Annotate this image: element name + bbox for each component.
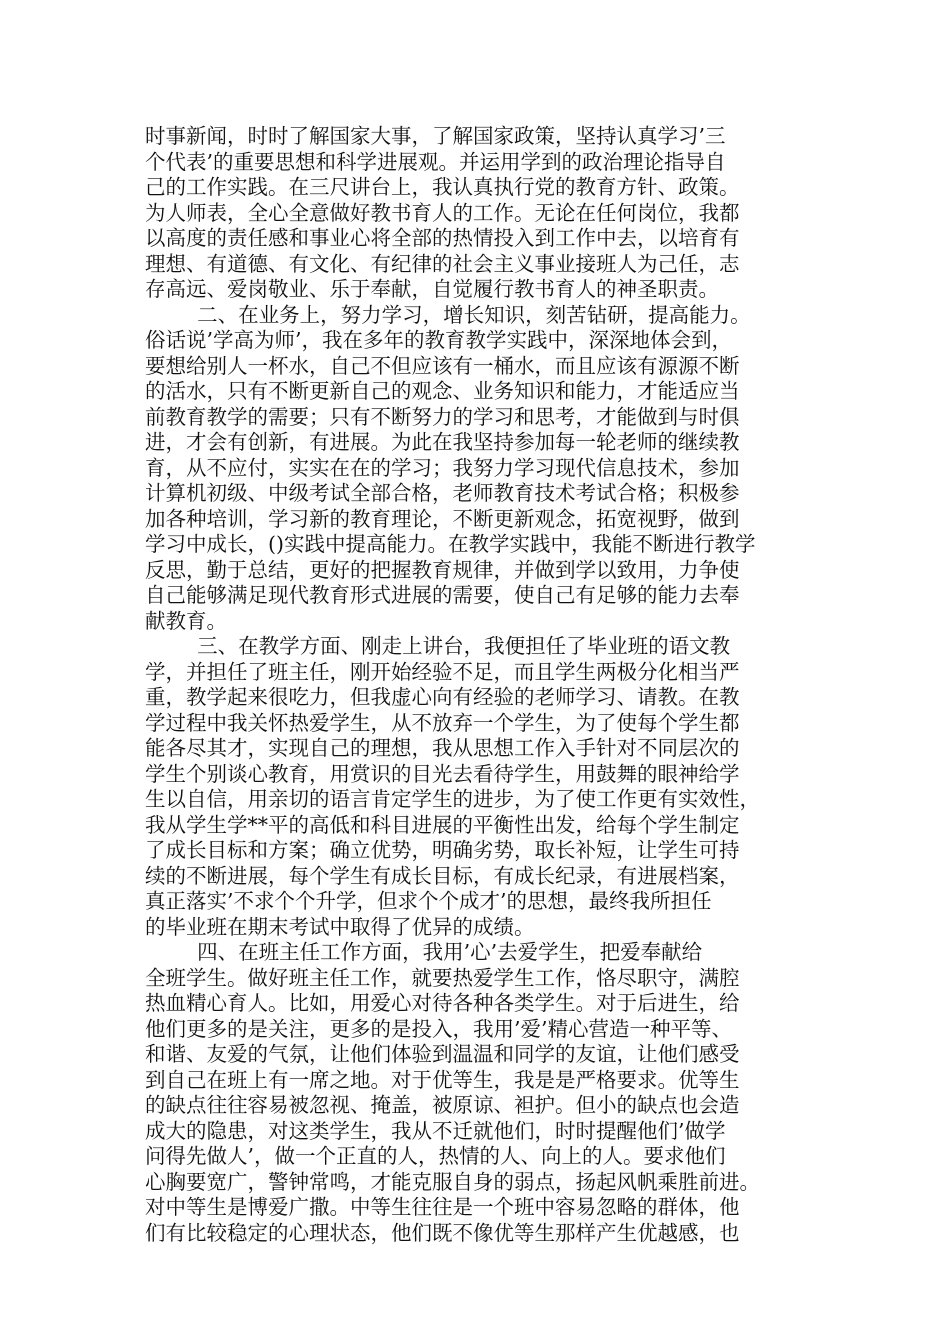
text-line: 他们更多的是关注，更多的是投入，我用’爱’精心营造一种平等、 <box>145 1016 733 1041</box>
text-line: 存高远、爱岗敬业、乐于奉献，自觉履行教书育人的神圣职责。 <box>145 277 719 301</box>
text-line: 俗话说’学高为师’，我在多年的教育教学实践中，深深地体会到， <box>145 328 733 352</box>
text-line: 的缺点往往容易被忽视、掩盖，被原谅、袒护。但小的缺点也会造 <box>145 1093 740 1117</box>
text-line: 重，教学起来很吃力，但我虚心向有经验的老师学习、请教。在教 <box>145 685 740 709</box>
text-line: 献教育。 <box>145 608 227 633</box>
text-line: 以高度的责任感和事业心将全部的热情投入到工作中去，以培育有 <box>145 226 740 250</box>
text-line: 要想给别人一杯水，自己不但应该有一桶水，而且应该有源源不断 <box>145 353 740 378</box>
text-line: 学过程中我关怀热爱学生，从不放弃一个学生，为了使每个学生都 <box>145 710 740 735</box>
text-line: 学，并担任了班主任，刚开始经验不足，而且学生两极分化相当严 <box>145 659 740 684</box>
text-line: 时事新闻，时时了解国家大事，了解国家政策，坚持认真学习’三 <box>145 124 726 148</box>
text-line: 加各种培训，学习新的教育理论，不断更新观念，拓宽视野，做到 <box>145 506 740 531</box>
text-line: 前教育教学的需要；只有不断努力的学习和思考，才能做到与时俱 <box>145 404 740 429</box>
text-line: 理想、有道德、有文化、有纪律的社会主义事业接班人为己任，志 <box>145 251 740 276</box>
text-line: 为人师表，全心全意做好教书育人的工作。无论在任何岗位，我都 <box>145 200 740 225</box>
section-heading-line: 四、在班主任工作方面，我用’心’去爱学生，把爱奉献给 <box>145 940 703 964</box>
text-line: 自己能够满足现代教育形式进展的需要，使自己有足够的能力去奉 <box>145 583 740 607</box>
text-line: 反思，勤于总结，更好的把握教育规律，并做到学以致用，力争使 <box>145 557 740 582</box>
text-line: 生以自信，用亲切的语言肯定学生的进步，为了使工作更有实效性， <box>145 787 760 811</box>
text-line: 续的不断进展，每个学生有成长目标，有成长纪录，有进展档案， <box>145 863 740 888</box>
text-line: 能各尽其才，实现自己的理想，我从思想工作入手针对不同层次的 <box>145 736 740 760</box>
text-line: 和谐、友爱的气氛，让他们体验到温温和同学的友谊，让他们感受 <box>145 1042 740 1066</box>
text-line: 己的工作实践。在三尺讲台上，我认真执行党的教育方针、政策。 <box>145 175 740 199</box>
body-text <box>145 124 815 1246</box>
text-line: 了成长目标和方案；确立优势，明确劣势，取长补短，让学生可持 <box>145 838 740 862</box>
text-line: 学生个别谈心教育，用赏识的目光去看待学生，用鼓舞的眼神给学 <box>145 761 740 786</box>
text-line: 热血精心育人。比如，用爱心对待各种各类学生。对于后进生，给 <box>145 991 740 1015</box>
text-line: 问得先做人’，做一个正直的人，热情的人、向上的人。要求他们 <box>145 1144 726 1168</box>
text-line: 全班学生。做好班主任工作，就要热爱学生工作，恪尽职守，满腔 <box>145 965 740 990</box>
text-line: 心胸要宽广，警钟常鸣，才能克服自身的弱点，扬起风帆乘胜前进。 <box>145 1169 760 1194</box>
text-line: 个代表’的重要思想和科学进展观。并运用学到的政治理论指导自 <box>145 149 726 174</box>
text-line: 育，从不应付，实实在在的学习；我努力学习现代信息技术，参加 <box>145 455 740 480</box>
text-line: 进，才会有创新，有进展。为此在我坚持参加每一轮老师的继续教 <box>145 430 740 454</box>
text-line: 计算机初级、中级考试全部合格，老师教育技术考试合格；积极参 <box>145 481 740 505</box>
text-line: 我从学生学**平的高低和科目进展的平衡性出发，给每个学生制定 <box>145 812 740 837</box>
text-line: 到自己在班上有一席之地。对于优等生，我是是严格要求。优等生 <box>145 1067 740 1092</box>
text-line: 的毕业班在期末考试中取得了优异的成绩。 <box>145 914 535 939</box>
text-line: 们有比较稳定的心理状态，他们既不像优等生那样产生优越感，也 <box>145 1220 740 1245</box>
section-heading-line: 二、在业务上，努力学习，增长知识，刻苦钻研，提高能力。 <box>145 302 751 327</box>
text-line: 成大的隐患，对这类学生，我从不迁就他们，时时提醒他们’做学 <box>145 1118 726 1143</box>
text-line: 真正落实’不求个个升学，但求个个成才’的思想，最终我所担任 <box>145 889 712 913</box>
text-line: 学习中成长，()实践中提高能力。在教学实践中，我能不断进行教学 <box>145 532 756 556</box>
text-line: 对中等生是博爱广撒。中等生往往是一个班中容易忽略的群体，他 <box>145 1195 740 1219</box>
text-line: 的活水，只有不断更新自己的观念、业务知识和能力，才能适应当 <box>145 379 740 403</box>
section-heading-line: 三、在教学方面、刚走上讲台，我便担任了毕业班的语文教 <box>145 634 731 658</box>
